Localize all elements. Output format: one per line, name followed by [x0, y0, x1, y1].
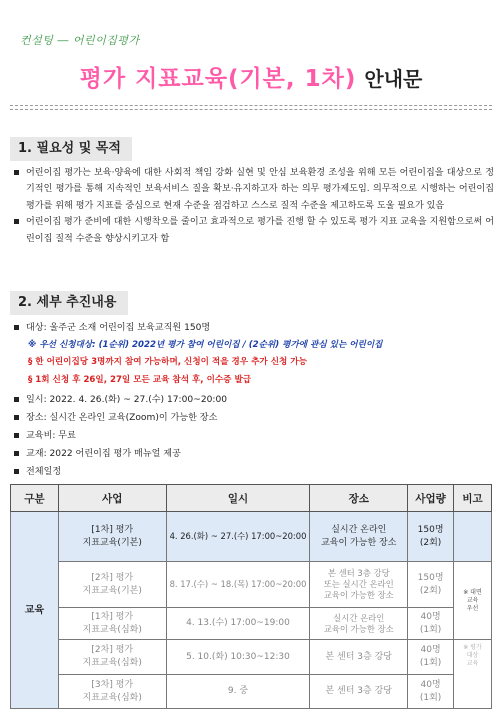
amount-cell: 150명 (2회) [408, 562, 454, 608]
list-item: 일시: 2022. 4. 26.(화) ~ 27.(수) 17:00~20:00 [14, 391, 494, 409]
title-main: 평가 지표교육(기본, 1차) [79, 66, 357, 92]
header-category: 구분 [11, 485, 59, 512]
section-2-details [14, 391, 494, 481]
remark-cell [454, 512, 492, 562]
list-item: 교육비: 무료 [14, 427, 494, 445]
date-cell: 9. 중 [166, 675, 310, 709]
bullet-icon [14, 219, 19, 224]
schedule-table [10, 484, 492, 709]
header-program: 사업 [58, 485, 166, 512]
bullet-icon [14, 325, 19, 330]
table-row [11, 675, 492, 709]
section-1-list [14, 165, 494, 247]
limit-note: § 한 어린이집당 3명까지 참여 가능하며, 신청이 적을 경우 추가 신청 가능 [28, 357, 307, 367]
section-2-list [14, 320, 494, 336]
bullet-icon [14, 433, 19, 438]
page-title [0, 60, 502, 93]
program-cell: [1차] 평가 지표교육(심화) [58, 608, 166, 640]
group-cell: 교육 [11, 512, 59, 709]
section-1-heading: 1. 필요성 및 목적 [10, 137, 132, 161]
place-cell: 본 센터 3층 강당 [310, 675, 408, 709]
bullet-icon [14, 397, 19, 402]
program-cell: [3차] 평가 지표교육(심화) [58, 675, 166, 709]
date-cell: 5. 10.(화) 10:30~12:30 [166, 640, 310, 675]
cert-note: § 1회 신청 후 26일, 27일 모든 교육 참석 후, 이수증 발급 [28, 375, 252, 385]
amount-cell: 150명 (2회) [408, 512, 454, 562]
table-row [11, 640, 492, 675]
title-rule-top [10, 105, 492, 106]
list-item: 어린이집 평가 준비에 대한 시행착오를 줄이고 효과적으로 평가를 진행 할 수 있도록 평가 지표 교육을 지원함으로써 어린이집 질적 수준을 향상시키고자 함 [14, 214, 494, 247]
table-header-row [11, 485, 492, 512]
kicker: 컨설팅 ― 어린이집평가 [20, 34, 140, 47]
remark-cell: ※ 평가 대상 교육 [454, 640, 492, 709]
program-cell: [2차] 평가 지표교육(기본) [58, 562, 166, 608]
header-date: 일시 [166, 485, 310, 512]
header-amount: 사업량 [408, 485, 454, 512]
header-place: 장소 [310, 485, 408, 512]
amount-cell: 40명 (1회) [408, 640, 454, 675]
bullet-icon [14, 469, 19, 474]
table-row [11, 512, 492, 562]
section-2-heading: 2. 세부 추진내용 [10, 291, 128, 315]
place-cell: 실시간 온라인 교육이 가능한 장소 [310, 608, 408, 640]
amount-cell: 40명 (1회) [408, 608, 454, 640]
list-item: 전체일정 [14, 463, 494, 481]
place-cell: 본 센터 3층 강당 [310, 640, 408, 675]
bullet-icon [14, 451, 19, 456]
date-cell: 8. 17.(수) ~ 18.(목) 17:00~20:00 [166, 562, 310, 608]
table-row [11, 608, 492, 640]
title-rule-bottom [10, 109, 492, 110]
table-row [11, 562, 492, 608]
program-cell: [2차] 평가 지표교육(심화) [58, 640, 166, 675]
list-item: 대상: 울주군 소재 어린이집 보육교직원 150명 [14, 320, 494, 336]
date-cell: 4. 13.(수) 17:00~19:00 [166, 608, 310, 640]
list-item: 어린이집 평가는 보육·양육에 대한 사회적 책임 강화 실현 및 안심 보육환경 조성을 위해 모든 어린이집을 대상으로 정기적인 평가를 통해 지속적인 보육서비스 질을 확보·유지하고자 하는 의무 평가제도임. 의무적으로 시행하는 어린이집 평가를 위해 평가 지표를 중심으로 현재 수준을 점검하고 스스로 질적 수준을 제고하도록 도울 필요가 있음 [14, 165, 494, 214]
header-remark: 비고 [454, 485, 492, 512]
bullet-icon [14, 170, 19, 175]
list-item: 장소: 실시간 온라인 교육(Zoom)이 가능한 장소 [14, 409, 494, 427]
place-cell: 본 센터 3층 강당 또는 실시간 온라인 교육이 가능한 장소 [310, 562, 408, 608]
list-item: 교재: 2022 어린이집 평가 매뉴얼 제공 [14, 445, 494, 463]
date-cell: 4. 26.(화) ~ 27.(수) 17:00~20:00 [166, 512, 310, 562]
program-cell: [1차] 평가 지표교육(기본) [58, 512, 166, 562]
bullet-icon [14, 415, 19, 420]
amount-cell: 40명 (1회) [408, 675, 454, 709]
remark-cell: ※ 대면 교육 우선 [454, 562, 492, 640]
priority-note: ※ 우선 신청대상: (1순위) 2022년 평가 참여 어린이집 / (2순위) 평가에 관심 있는 어린이집 [28, 340, 383, 350]
title-sub: 안내문 [364, 67, 423, 91]
place-cell: 실시간 온라인 교육이 가능한 장소 [310, 512, 408, 562]
